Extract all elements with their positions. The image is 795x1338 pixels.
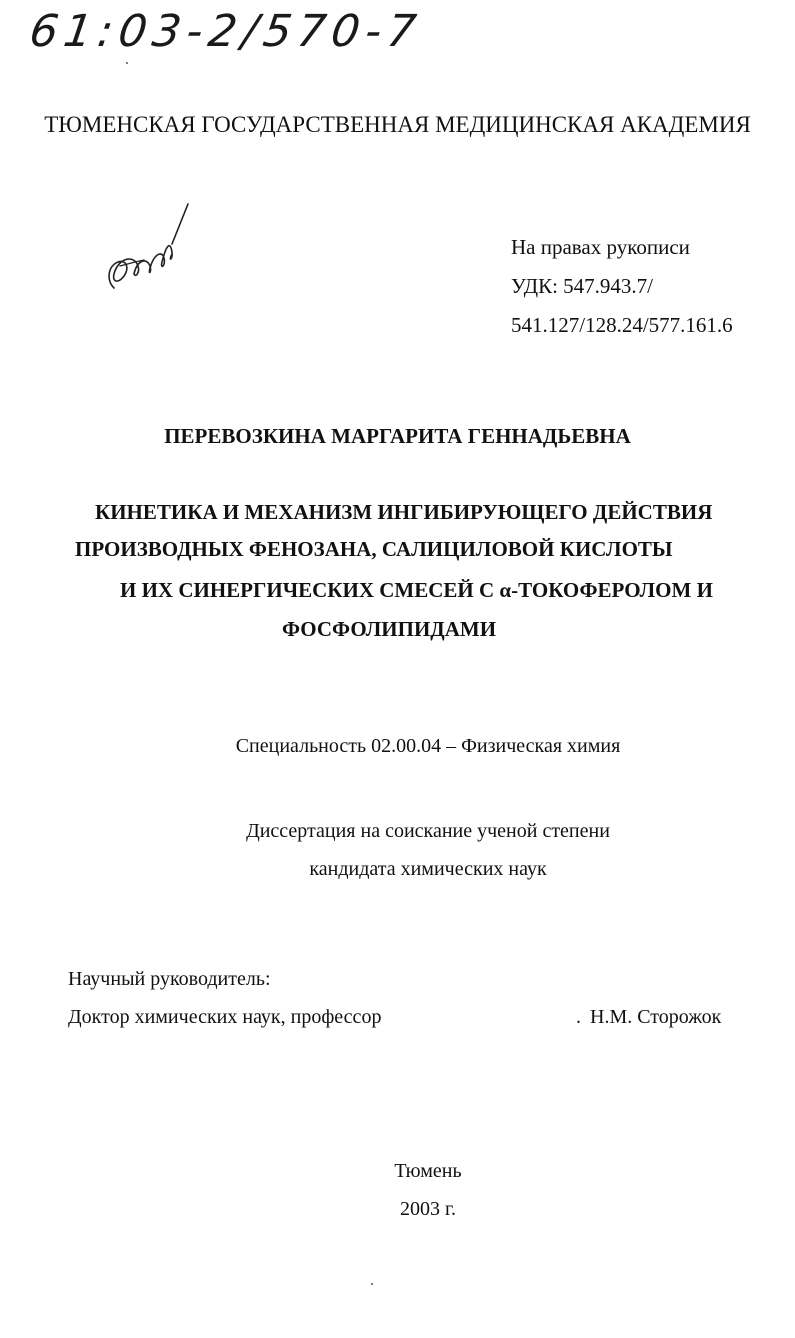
degree-line-1: Диссертация на соискание ученой степени	[246, 820, 610, 842]
city: Тюмень	[394, 1160, 462, 1182]
archive-number: 61:03-2/570-7	[26, 6, 425, 57]
title-line-3: И ИХ СИНЕРГИЧЕСКИХ СМЕСЕЙ С α-ТОКОФЕРОЛОМ И	[120, 578, 713, 602]
rights-block	[511, 228, 733, 345]
scan-speck	[371, 1283, 373, 1285]
udc-line-1: УДК: 547.943.7/	[511, 274, 653, 298]
author-name: ПЕРЕВОЗКИНА МАРГАРИТА ГЕННАДЬЕВНА	[164, 424, 631, 448]
rights-line-1: На правах рукописи	[511, 235, 690, 259]
udc-line-2: 541.127/128.24/577.161.6	[511, 313, 733, 337]
degree-block	[0, 812, 795, 888]
title-line-2: ПРОИЗВОДНЫХ ФЕНОЗАНА, САЛИЦИЛОВОЙ КИСЛОТЫ	[75, 537, 673, 561]
supervisor-label: Научный руководитель:	[68, 968, 271, 990]
handwritten-signature	[100, 196, 200, 306]
scan-speck	[126, 62, 128, 64]
specialty: Специальность 02.00.04 – Физическая химия	[235, 735, 621, 757]
year: 2003 г.	[400, 1198, 456, 1220]
institution-name: ТЮМЕНСКАЯ ГОСУДАРСТВЕННАЯ МЕДИЦИНСКАЯ АКАДЕМИЯ	[44, 112, 751, 137]
title-line-1: КИНЕТИКА И МЕХАНИЗМ ИНГИБИРУЮЩЕГО ДЕЙСТВИЯ	[95, 500, 713, 524]
supervisor-name: Н.М. Сторожок	[590, 1006, 722, 1028]
degree-line-2: кандидата химических наук	[309, 858, 547, 880]
title-line-4: ФОСФОЛИПИДАМИ	[282, 617, 497, 641]
stray-mark: .	[576, 1006, 581, 1028]
supervisor-title: Доктор химических наук, профессор	[68, 1006, 382, 1028]
